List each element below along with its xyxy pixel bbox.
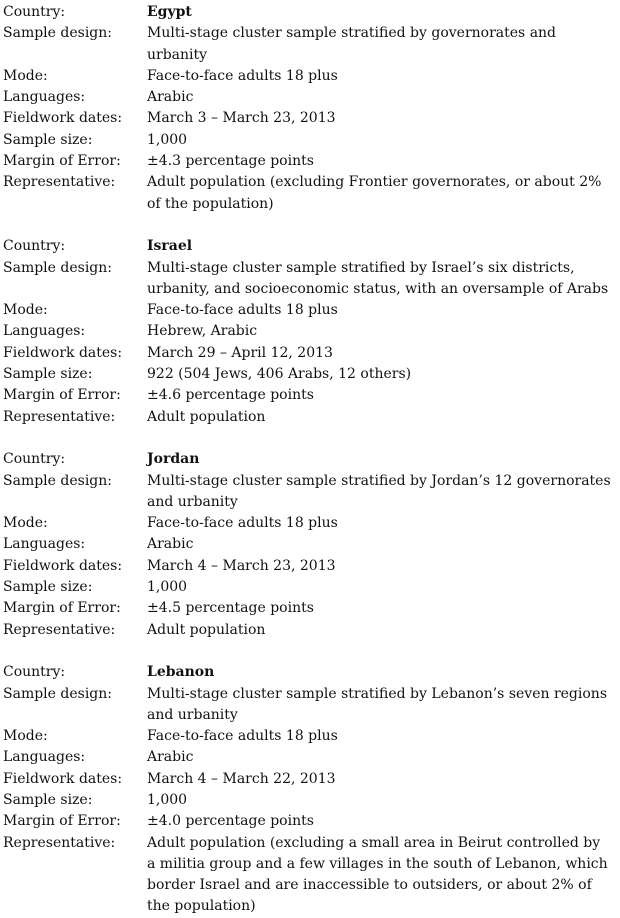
sample-design-row — [3, 471, 620, 514]
country-block-egypt — [3, 2, 620, 215]
languages-value: Arabic — [147, 536, 194, 553]
representative-row — [3, 172, 620, 215]
representative-label: Representative: — [3, 174, 116, 191]
mode-label: Mode: — [3, 302, 48, 319]
languages-value: Hebrew, Arabic — [147, 323, 258, 340]
languages-label: Languages: — [3, 749, 86, 766]
representative-row — [3, 407, 620, 428]
representative-row — [3, 833, 620, 918]
languages-value: Arabic — [147, 89, 194, 106]
representative-label: Representative: — [3, 621, 116, 638]
fieldwork-dates-row — [3, 769, 620, 790]
margin-of-error-label: Margin of Error: — [3, 387, 121, 404]
sample-size-value: 1,000 — [147, 579, 188, 596]
fieldwork-dates-label: Fieldwork dates: — [3, 110, 123, 127]
fieldwork-dates-value: March 4 – March 23, 2013 — [147, 557, 336, 574]
sample-design-value: Multi-stage cluster sample stratified by Lebanon’s seven regions and urbanity — [147, 685, 607, 723]
languages-row — [3, 534, 620, 555]
mode-value: Face-to-face adults 18 plus — [147, 302, 338, 319]
country-label: Country: — [3, 664, 66, 681]
languages-label: Languages: — [3, 89, 86, 106]
country-row — [3, 236, 620, 257]
sample-design-value: Multi-stage cluster sample stratified by Jordan’s 12 governorates and urbanity — [147, 472, 611, 510]
margin-of-error-value: ±4.6 percentage points — [147, 387, 314, 404]
languages-row — [3, 747, 620, 768]
fieldwork-dates-value: March 4 – March 22, 2013 — [147, 770, 336, 787]
country-row — [3, 449, 620, 470]
margin-of-error-row — [3, 151, 620, 172]
country-row — [3, 662, 620, 683]
fieldwork-dates-value: March 3 – March 23, 2013 — [147, 110, 336, 127]
fieldwork-dates-row — [3, 343, 620, 364]
fieldwork-dates-row — [3, 108, 620, 129]
fieldwork-dates-label: Fieldwork dates: — [3, 770, 123, 787]
sample-size-row — [3, 130, 620, 151]
margin-of-error-row — [3, 385, 620, 406]
margin-of-error-value: ±4.3 percentage points — [147, 153, 314, 170]
languages-row — [3, 87, 620, 108]
representative-label: Representative: — [3, 408, 116, 425]
sample-design-label: Sample design: — [3, 685, 112, 702]
margin-of-error-label: Margin of Error: — [3, 153, 121, 170]
mode-row — [3, 726, 620, 747]
mode-label: Mode: — [3, 515, 48, 532]
sample-design-row — [3, 23, 620, 66]
sample-size-value: 1,000 — [147, 131, 188, 148]
sample-size-value: 1,000 — [147, 791, 188, 808]
margin-of-error-row — [3, 811, 620, 832]
fieldwork-dates-value: March 29 – April 12, 2013 — [147, 344, 333, 361]
sample-design-value: Multi-stage cluster sample stratified by governorates and urbanity — [147, 25, 557, 63]
country-name: Jordan — [147, 451, 200, 468]
sample-size-row — [3, 364, 620, 385]
languages-value: Arabic — [147, 749, 194, 766]
sample-size-label: Sample size: — [3, 791, 93, 808]
sample-design-label: Sample design: — [3, 25, 112, 42]
sample-size-value: 922 (504 Jews, 406 Arabs, 12 others) — [147, 366, 412, 383]
country-name: Israel — [147, 238, 193, 255]
country-name: Egypt — [147, 4, 192, 20]
representative-value: Adult population — [147, 621, 266, 638]
country-name: Lebanon — [147, 664, 215, 681]
mode-label: Mode: — [3, 67, 48, 84]
country-block-jordan — [3, 449, 620, 641]
sample-size-label: Sample size: — [3, 579, 93, 596]
margin-of-error-label: Margin of Error: — [3, 600, 121, 617]
representative-value: Adult population (excluding Frontier governorates, or about 2% of the population) — [147, 174, 602, 212]
sample-design-row — [3, 684, 620, 727]
sample-design-label: Sample design: — [3, 259, 112, 276]
margin-of-error-label: Margin of Error: — [3, 813, 121, 830]
representative-label: Representative: — [3, 834, 116, 851]
sample-size-label: Sample size: — [3, 366, 93, 383]
sample-design-value: Multi-stage cluster sample stratified by Israel’s six districts, urbanity, and socioeconomic status, with an oversample of Arabs — [147, 259, 609, 297]
representative-row — [3, 620, 620, 641]
mode-value: Face-to-face adults 18 plus — [147, 728, 338, 745]
margin-of-error-value: ±4.5 percentage points — [147, 600, 314, 617]
sample-design-row — [3, 258, 620, 301]
mode-row — [3, 66, 620, 87]
fieldwork-dates-label: Fieldwork dates: — [3, 344, 123, 361]
languages-label: Languages: — [3, 536, 86, 553]
fieldwork-dates-row — [3, 556, 620, 577]
mode-value: Face-to-face adults 18 plus — [147, 67, 338, 84]
mode-label: Mode: — [3, 728, 48, 745]
sample-size-row — [3, 790, 620, 811]
margin-of-error-value: ±4.0 percentage points — [147, 813, 314, 830]
country-block-lebanon — [3, 662, 620, 918]
country-label: Country: — [3, 4, 66, 20]
mode-row — [3, 300, 620, 321]
sample-design-label: Sample design: — [3, 472, 112, 489]
country-block-israel — [3, 236, 620, 428]
languages-row — [3, 321, 620, 342]
sample-size-label: Sample size: — [3, 131, 93, 148]
representative-value: Adult population (excluding a small area in Beirut controlled by a militia group and a few villages in the south of Lebanon, which border Israel and are inaccessible to outsiders, or about 2% of the population) — [147, 834, 608, 915]
sample-size-row — [3, 577, 620, 598]
margin-of-error-row — [3, 598, 620, 619]
representative-value: Adult population — [147, 408, 266, 425]
languages-label: Languages: — [3, 323, 86, 340]
country-label: Country: — [3, 238, 66, 255]
fieldwork-dates-label: Fieldwork dates: — [3, 557, 123, 574]
country-row — [3, 2, 620, 23]
mode-row — [3, 513, 620, 534]
mode-value: Face-to-face adults 18 plus — [147, 515, 338, 532]
country-label: Country: — [3, 451, 66, 468]
